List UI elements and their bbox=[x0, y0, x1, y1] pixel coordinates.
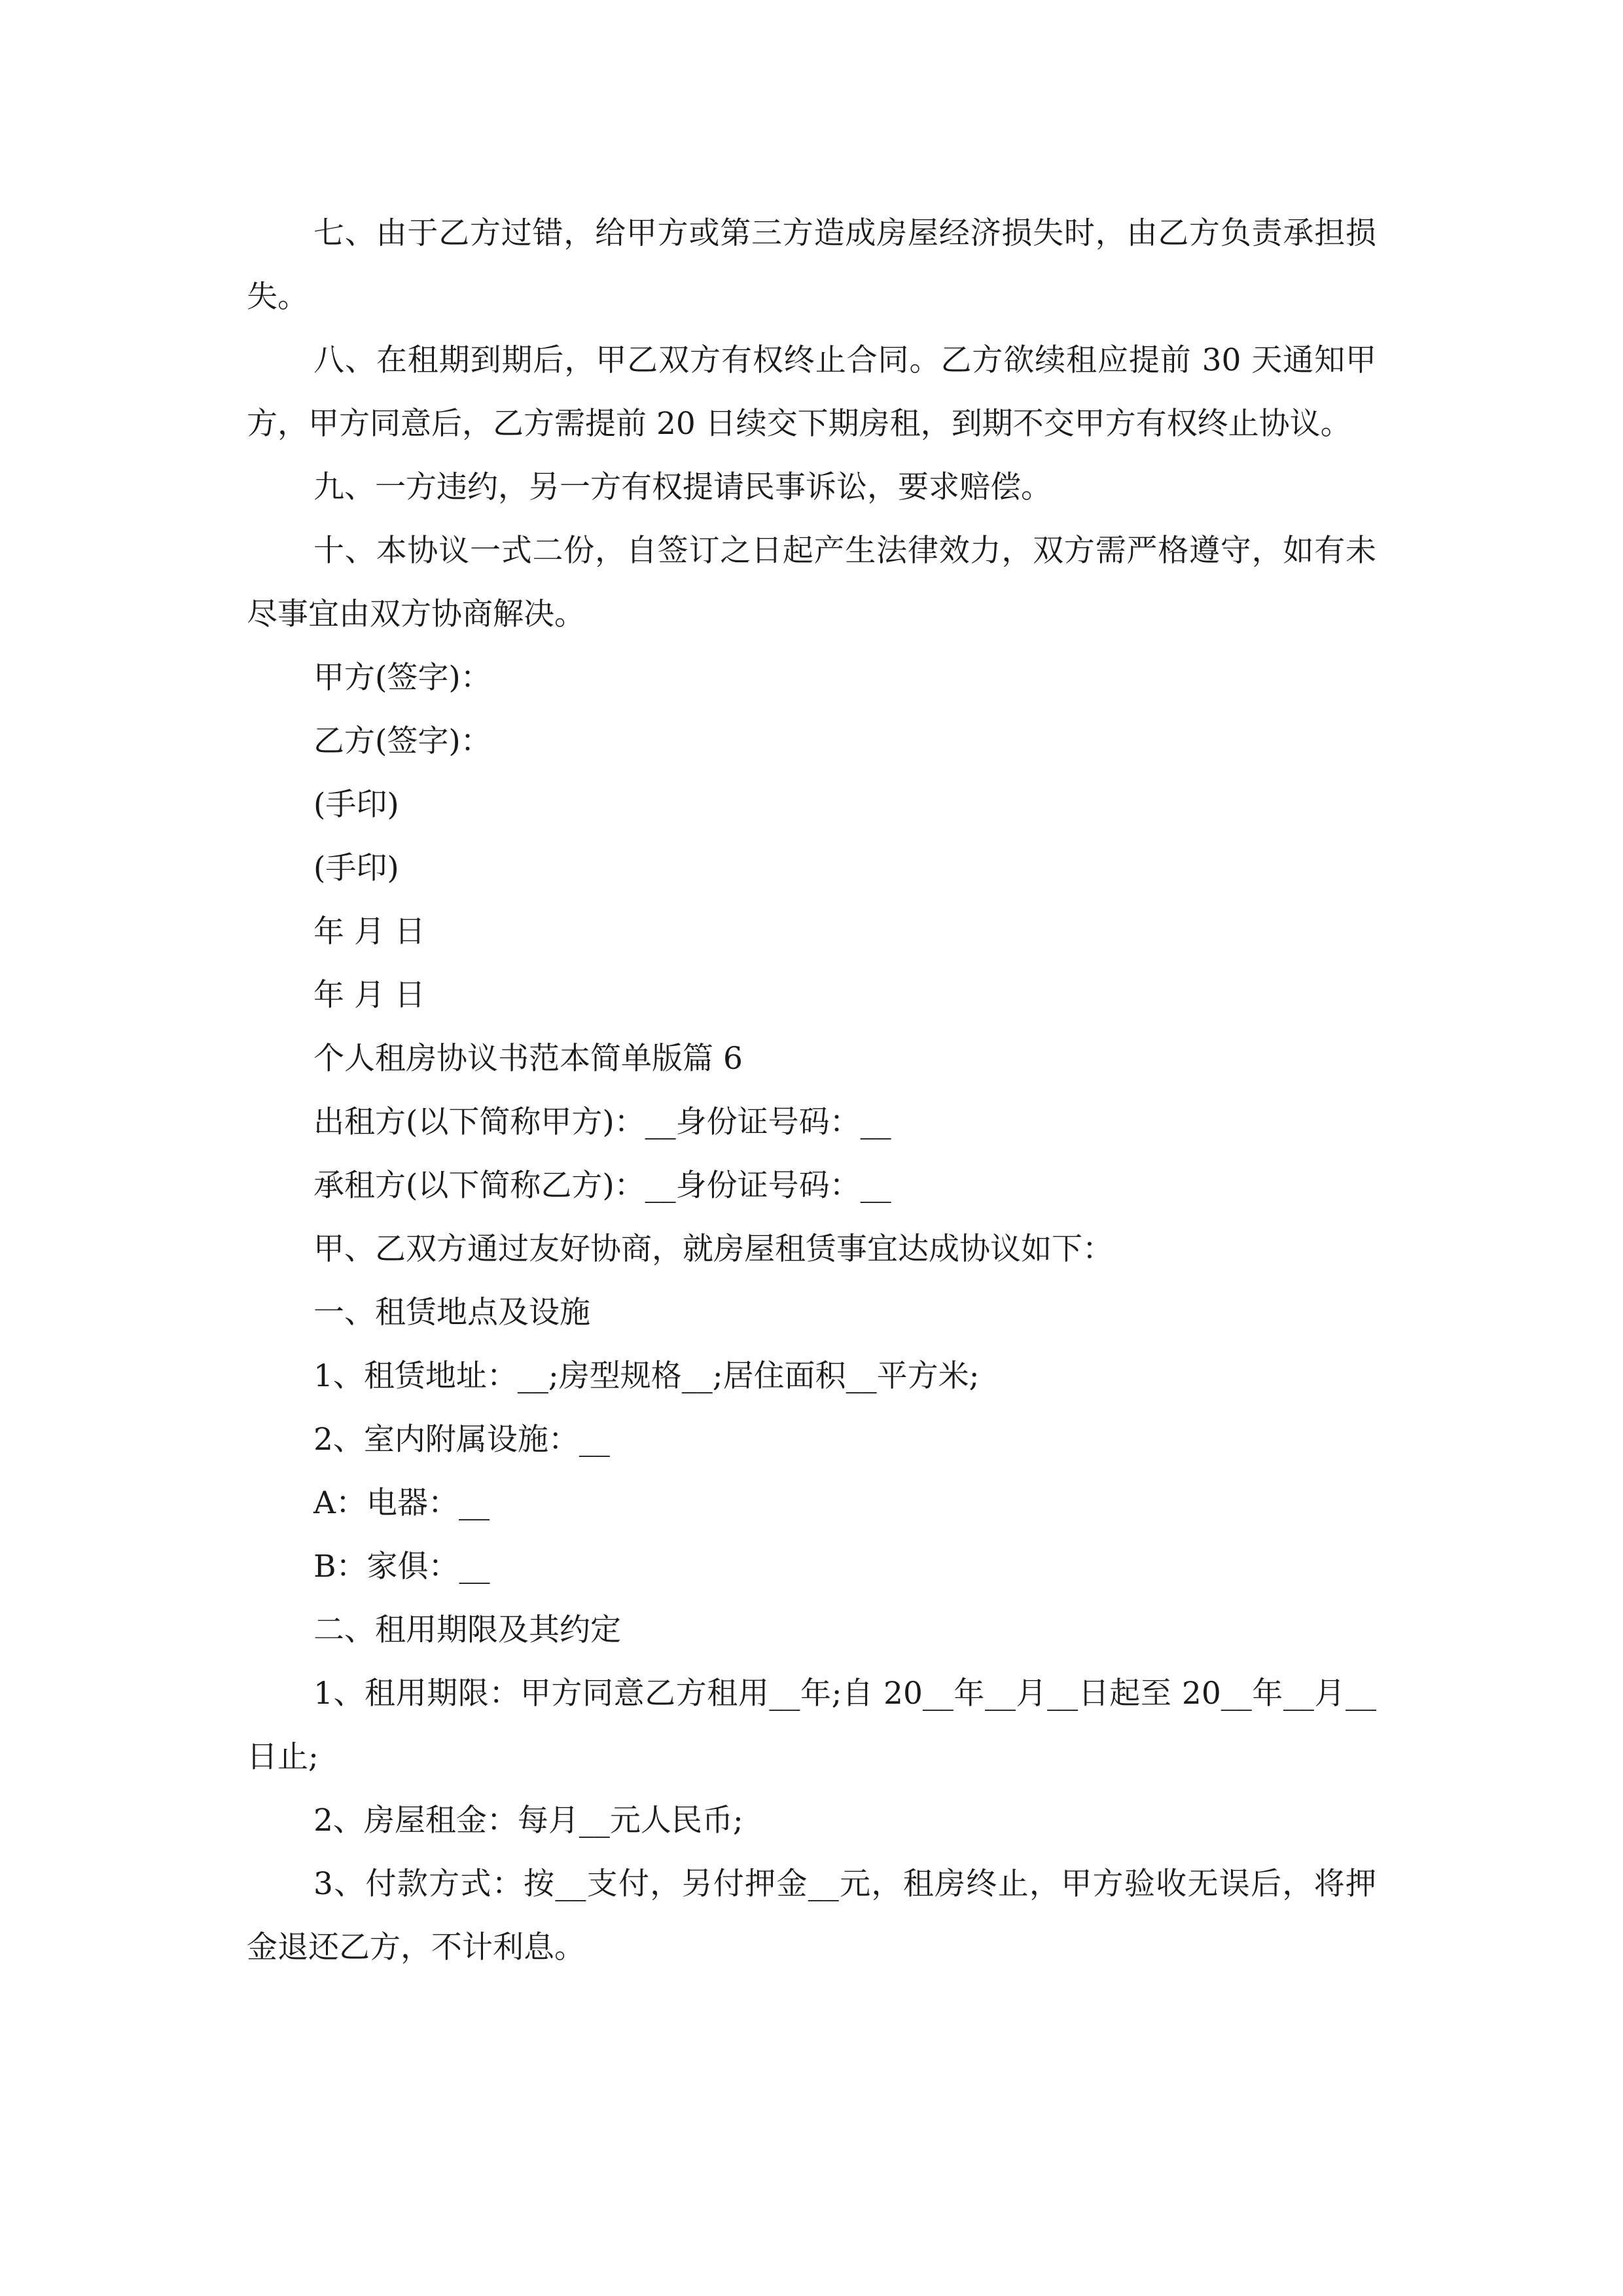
lessee-line: 承租方(以下简称乙方)：__身份证号码：__ bbox=[313, 1168, 891, 1204]
item-appliances: A：电器：__ bbox=[313, 1485, 490, 1521]
section-title: 个人租房协议书范本简单版篇 6 bbox=[313, 1041, 743, 1077]
clause-10: 十、本协议一式二份，自签订之日起产生法律效力，双方需严格遵守，如有未尽事宜由双方协商解决。 bbox=[247, 533, 1376, 632]
lessor-line: 出租方(以下简称甲方)：__身份证号码：__ bbox=[313, 1104, 891, 1140]
item-address: 1、租赁地址：__;房型规格__;居住面积__平方米; bbox=[313, 1358, 980, 1394]
item-payment: 3、付款方式：按__支付，另付押金__元，租房终止，甲方验收无误后，将押金退还乙方，不计利息。 bbox=[247, 1866, 1376, 1965]
clause-9: 九、一方违约，另一方有权提请民事诉讼，要求赔偿。 bbox=[313, 469, 1052, 505]
party-a-signature: 甲方(签字)： bbox=[313, 660, 491, 696]
clause-8: 八、在租期到期后，甲乙双方有权终止合同。乙方欲续租应提前 30 天通知甲方，甲方同意后，乙方需提前 20 日续交下期房租，到期不交甲方有权终止协议。 bbox=[247, 342, 1376, 442]
heading-term: 二、租用期限及其约定 bbox=[313, 1612, 621, 1648]
heading-location-facilities: 一、租赁地点及设施 bbox=[313, 1295, 590, 1331]
document-body bbox=[247, 202, 1376, 1979]
item-furniture: B：家俱：__ bbox=[313, 1549, 490, 1585]
party-b-signature: 乙方(签字)： bbox=[313, 723, 491, 759]
item-facilities: 2、室内附属设施：__ bbox=[313, 1422, 610, 1458]
party-a-date: 年 月 日 bbox=[313, 914, 425, 950]
item-term: 1、租用期限：甲方同意乙方租用__年;自 20__年__月__日起至 20__年__月__日止; bbox=[247, 1676, 1376, 1775]
party-b-date: 年 月 日 bbox=[313, 977, 425, 1013]
item-rent: 2、房屋租金：每月__元人民币; bbox=[313, 1803, 743, 1839]
party-a-fingerprint: (手印) bbox=[313, 787, 399, 823]
agreement-intro: 甲、乙双方通过友好协商，就房屋租赁事宜达成协议如下： bbox=[313, 1231, 1113, 1267]
clause-7: 七、由于乙方过错，给甲方或第三方造成房屋经济损失时，由乙方负责承担损失。 bbox=[247, 215, 1376, 315]
party-b-fingerprint: (手印) bbox=[313, 850, 399, 886]
